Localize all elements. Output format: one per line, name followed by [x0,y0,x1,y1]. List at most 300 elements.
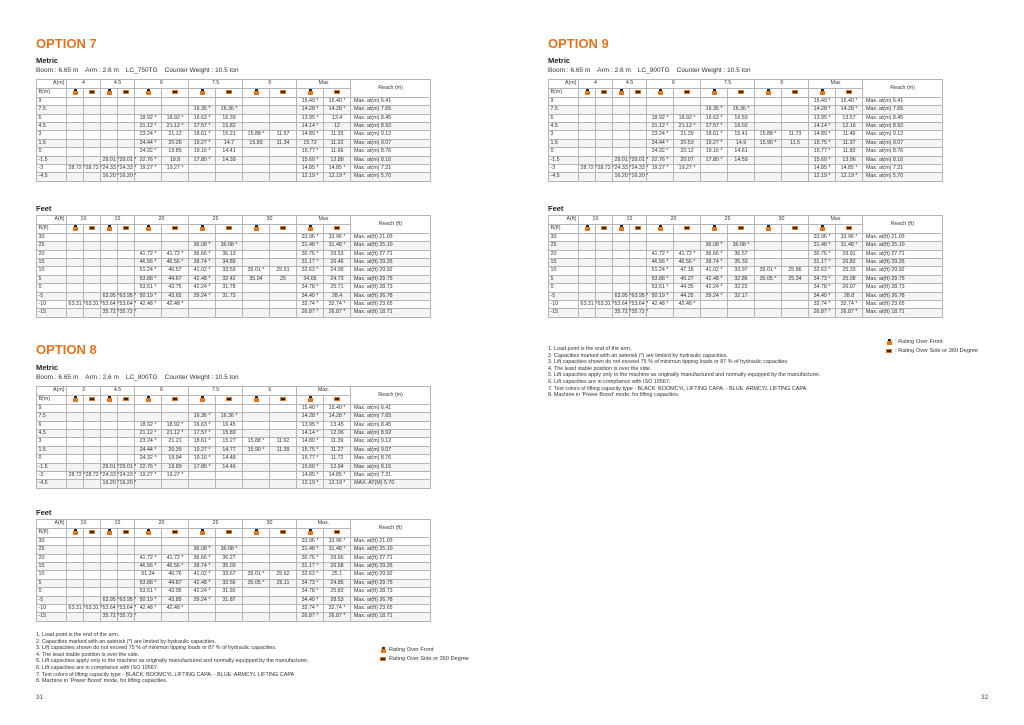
capacity-cell [630,148,647,156]
capacity-cell [630,131,647,139]
reach-cell: Max. at(m) 8.16 [351,463,431,471]
table-row [549,97,943,105]
capacity-cell [243,480,270,488]
capacity-cell [613,259,630,267]
icon-cell [579,225,596,234]
capacity-cell [67,309,84,317]
capacity-cell [118,438,135,446]
capacity-cell: 44.35 [674,284,701,292]
capacity-cell [270,613,297,621]
capacity-cell: 15.77 * [809,148,836,156]
capacity-cell: 53.64 * [631,301,649,308]
icon-cell [118,225,135,234]
capacity-cell [67,173,84,181]
icon-cell [189,89,216,98]
capacity-cell [579,250,596,258]
capacity-cell [118,242,135,250]
capacity-cell: 21.12 * [162,123,189,131]
capacity-cell: 38.74 * [189,563,216,571]
capacity-cell: 43.95 [162,588,189,596]
capacity-cell: 16.36 * [189,106,216,114]
capacity-cell: 42.48 * [162,605,189,613]
capacity-cell [701,301,728,309]
capacity-cell: 14.80 * [809,131,836,139]
capacity-cell [101,421,118,429]
icon-cell [324,529,351,538]
capacity-cell [101,106,118,114]
capacity-cell: 33.96 * [324,537,351,545]
capacity-cell [613,97,630,105]
reach-cell: Max. at(ft) 23.65 [351,605,431,613]
capacity-cell [67,259,84,267]
capacity-cell: 32.56 [216,579,243,587]
reach-cell: Max. at(m) 8.16 [863,156,943,164]
capacity-cell: 28.72 * [85,165,103,172]
capacity-cell [101,267,118,275]
capacity-cell: 35.72 * [102,309,120,316]
capacity-cell [118,148,135,156]
a-axis-label: A(ft) [37,216,67,225]
metric-heading: Metric [36,363,59,372]
capacity-cell: 53.61 * [647,284,674,292]
icon-cell [674,89,701,98]
capacity-cell: 24.32 * [135,455,162,463]
capacity-cell [270,480,297,488]
capacity-cell: 26.87 * [809,309,836,317]
capacity-cell [162,97,189,105]
capacity-cell [596,139,613,147]
spec-item: Boom : 6.65 m [36,374,79,381]
capacity-cell [243,472,270,480]
height-cell: 6 [37,114,67,122]
capacity-cell: 30.76 * [297,554,324,562]
capacity-cell [84,275,101,283]
capacity-cell [118,455,135,463]
capacity-cell: 28.53 [324,596,351,604]
capacity-cell [755,114,782,122]
rating-over-front-icon [253,529,259,535]
capacity-cell [118,421,135,429]
capacity-cell: 29.01 * [614,156,632,163]
capacity-cell [270,537,297,545]
capacity-cell [84,292,101,300]
table-row [549,292,943,300]
capacity-cell: 14.48 [216,455,243,463]
footnote: 8. Machine in 'Power Boost' mode, for lifting capacities. [36,678,168,685]
table-row [37,250,431,258]
capacity-cell [84,563,101,571]
capacity-cell: 33.96 * [324,233,351,241]
column-header: Max. [297,387,351,396]
capacity-cell: 30.76 * [809,250,836,258]
spec-item: Boom : 6.65 m [36,67,79,74]
capacity-cell: 32.17 [728,292,755,300]
column-header: 4.5 [101,80,135,89]
capacity-cell [84,455,101,463]
table-row [37,463,431,471]
capacity-cell [782,173,809,181]
capacity-cell [579,292,596,300]
capacity-cell [243,114,270,122]
capacity-cell [243,537,270,545]
capacity-cell [135,480,162,488]
capacity-cell: 18.92 * [162,421,189,429]
capacity-cell [270,421,297,429]
footnote: 2. Capacities marked with an asterisk (*) are limited by hydraulic capacities. [548,352,729,359]
capacity-cell: 13.95 * [297,421,324,429]
rating-over-front-icon [145,89,151,95]
capacity-cell: 16.02 [728,123,755,131]
capacity-cell: 16.39 [216,114,243,122]
option-7-title: OPTION 7 [36,36,97,51]
legend-side: Rating Over Side or 360 Degree [380,655,469,664]
capacity-cell [67,446,84,454]
capacity-cell [243,259,270,267]
height-cell: 0 [37,284,67,292]
capacity-cell: 29.01 * [119,156,137,163]
capacity-cell: 46.56 * [162,563,189,571]
capacity-cell: 36.66 * [189,554,216,562]
reach-header: Reach (m) [351,80,431,98]
capacity-cell [118,106,135,114]
footnotes [36,632,376,685]
capacity-cell [67,139,84,147]
capacity-cell: 15.77 * [297,148,324,156]
capacity-cell [270,472,297,480]
icon-cell [728,225,755,234]
rating-over-front-icon [657,225,663,231]
capacity-cell: 46.57 [162,267,189,275]
capacity-cell: 63.95 * [102,596,120,603]
capacity-cell [630,106,647,114]
rating-over-front-icon [106,529,112,535]
capacity-cell: 31.48 * [297,546,324,554]
table-row [37,97,431,105]
icon-cell [809,225,836,234]
capacity-cell [118,571,135,579]
capacity-cell: 15.40 * [836,97,863,105]
icon-cell [243,529,270,538]
capacity-cell: 35.04 [243,275,270,283]
capacity-cell [84,173,101,181]
capacity-cell [243,173,270,181]
capacity-cell: 63.95 * [614,292,632,299]
capacity-cell: 45.27 [674,275,701,283]
capacity-cell: 36.27 [216,554,243,562]
capacity-cell [162,106,189,114]
reach-cell: Max. at(ft) 27.71 [863,250,943,258]
legend-side: : Rating Over Side or 360 Degree [886,347,978,356]
reach-cell: Max. at(ft) 29.26 [351,563,431,571]
capacity-cell [118,259,135,267]
capacity-cell [189,537,216,545]
capacity-cell [67,421,84,429]
capacity-cell: 16.20 * [631,173,649,180]
table-row [37,571,431,579]
capacity-cell [243,242,270,250]
capacity-cell [596,309,613,317]
capacity-cell [101,123,118,131]
rating-over-front-icon [145,529,151,535]
capacity-cell: 11.37 [836,139,863,147]
footnote: 4. The least stable position is over the side. [548,365,652,372]
capacity-cell [216,404,243,412]
icon-cell [324,89,351,98]
icon-cell [647,89,674,98]
column-header: 6 [135,80,189,89]
rating-over-side-icon [123,225,129,231]
rating-over-front-icon [584,225,590,231]
capacity-cell: 31.87 [216,596,243,604]
table-row [37,563,431,571]
capacity-cell [118,413,135,421]
capacity-cell: 18.61 * [189,438,216,446]
table-row [37,438,431,446]
height-cell: -5 [37,596,67,604]
capacity-cell [162,309,189,317]
reach-cell: Max. at(ft) 27.71 [351,554,431,562]
capacity-cell: 38.74 * [701,259,728,267]
capacity-cell [162,480,189,488]
table-row [37,480,431,488]
capacity-cell: 50.19 * [135,292,162,300]
table-row [37,472,431,480]
capacity-cell: 15.60 * [297,156,324,164]
column-header: 30 [243,216,297,225]
lift-capacity-table-feet [36,215,431,318]
table-row [549,284,943,292]
rating-over-front-icon [72,89,78,95]
height-cell: 20 [37,250,67,258]
capacity-cell: 24.33 * [102,472,120,479]
icon-cell [84,529,101,538]
capacity-cell: 22.76 * [135,156,162,164]
capacity-cell [84,148,101,156]
capacity-cell: 63.31 * [68,301,86,308]
icon-cell [782,89,809,98]
icon-cell [297,89,324,98]
height-cell: 4.5 [37,123,67,131]
capacity-cell [189,233,216,241]
capacity-cell: 15.40 * [324,404,351,412]
capacity-cell: 46.56 * [135,563,162,571]
capacity-cell [270,588,297,596]
reach-cell: Max. at(ft) 25.10 [863,242,943,250]
capacity-cell [782,148,809,156]
column-header: Max. [297,520,351,529]
rating-over-front-icon [886,339,892,345]
capacity-cell [67,123,84,131]
capacity-cell [135,413,162,421]
capacity-cell [701,309,728,317]
capacity-cell: 15.89 [216,430,243,438]
column-header: 4.5 [101,387,135,396]
capacity-cell: 63.31 * [597,301,615,308]
capacity-cell: 14.41 [216,148,243,156]
icon-cell [67,529,84,538]
capacity-cell: 16.20 * [119,173,137,180]
table-row [37,309,431,317]
capacity-cell: 11.39 [324,438,351,446]
rating-over-side-icon [172,529,178,535]
rating-over-side-icon [226,529,232,535]
rating-over-side-icon [89,89,95,95]
capacity-cell [67,463,84,471]
capacity-cell [674,106,701,114]
capacity-cell: 35.72 * [119,613,137,620]
spec-item: Counter Weight : 10.5 ton [676,67,751,74]
reach-cell: Max. at(ft) 29.75 [863,275,943,283]
capacity-cell [67,233,84,241]
capacity-cell [782,106,809,114]
capacity-cell [101,259,118,267]
capacity-cell [243,546,270,554]
footnote: 8. Machine in 'Power Boost' mode, for lifting capacities. [548,392,680,399]
capacity-cell [67,480,84,488]
footnote: 3. Lift capacities shown do not exceed 75 % of minimun tipping loads or 87 % of hydraulic capacities. [36,645,277,652]
capacity-cell [189,404,216,412]
table-row [37,554,431,562]
lift-capacity-table-metric [548,79,943,182]
legend-front: Rating Over Front [380,646,469,655]
capacity-cell [135,546,162,554]
capacity-cell [67,579,84,587]
height-cell: -1.5 [549,156,579,164]
rating-over-side-icon [89,225,95,231]
capacity-cell [189,165,216,173]
icon-cell [189,529,216,538]
capacity-cell: 29.01 * [102,463,120,470]
capacity-cell: 63.31 * [580,301,598,308]
capacity-cell [135,173,162,181]
rating-over-front-icon [72,529,78,535]
height-cell: 4.5 [549,123,579,131]
capacity-cell: 11.34 [270,139,297,147]
capacity-cell: 34.65 [297,275,324,283]
icon-cell [216,225,243,234]
capacity-cell: 39.24 * [189,596,216,604]
rating-over-side-icon [123,529,129,535]
capacity-cell: 42.48 * [189,579,216,587]
table-row [37,537,431,545]
reach-cell: Max. at(m) 7.65 [863,106,943,114]
capacity-cell [67,413,84,421]
capacity-cell [216,97,243,105]
capacity-cell [579,123,596,131]
capacity-cell [701,97,728,105]
capacity-cell [101,446,118,454]
capacity-cell [216,233,243,241]
capacity-cell [101,430,118,438]
capacity-cell [118,588,135,596]
capacity-cell: 12.19 * [809,173,836,181]
column-header: 9 [243,80,297,89]
capacity-cell [101,284,118,292]
rating-over-front-icon [145,225,151,231]
reach-cell: Max. at(ft) 21.03 [351,537,431,545]
height-cell: 0 [37,148,67,156]
capacity-cell: 41.72 * [647,250,674,258]
capacity-cell [118,563,135,571]
capacity-cell [84,613,101,621]
column-header: 15 [101,520,135,529]
capacity-cell: 25.71 [324,284,351,292]
capacity-cell: 15.75 * [297,446,324,454]
capacity-cell [596,97,613,105]
icon-cell [701,89,728,98]
capacity-cell [243,284,270,292]
capacity-cell: 31.48 * [836,242,863,250]
capacity-cell [101,404,118,412]
table-row [549,309,943,317]
icon-cell [297,396,324,405]
height-cell: -4.5 [37,480,67,488]
rating-over-side-icon [380,656,386,662]
height-cell: 9 [549,97,579,105]
capacity-cell [579,139,596,147]
capacity-cell: 24.32 * [647,148,674,156]
capacity-cell: 24.44 * [135,139,162,147]
capacity-cell: 19.27 * [162,472,189,480]
rating-over-side-icon [635,89,641,95]
capacity-cell: 13.95 * [809,114,836,122]
capacity-cell: 12 [324,123,351,131]
capacity-cell: 63.95 * [119,292,137,299]
capacity-cell [162,404,189,412]
capacity-cell: 12.19 * [297,173,324,181]
capacity-cell: 18.92 * [674,114,701,122]
spec-item: Counter Weight : 10.5 ton [164,374,239,381]
capacity-cell: 17.57 * [189,123,216,131]
capacity-cell: 53.88 * [135,579,162,587]
reach-cell: Max. at(m) 8.76 [863,148,943,156]
rating-over-side-icon [172,89,178,95]
capacity-cell [270,554,297,562]
capacity-cell [135,106,162,114]
capacity-cell [84,139,101,147]
capacity-cell: 63.31 * [68,605,86,612]
capacity-cell: 14.28 * [297,413,324,421]
reach-cell: Max. at(ft) 26.78 [863,292,943,300]
height-cell: 0 [37,588,67,596]
capacity-cell [84,571,101,579]
capacity-cell [243,430,270,438]
capacity-cell: 36.08 * [216,546,243,554]
feet-heading: Feet [36,204,52,213]
b-axis-label: B(ft) [549,225,579,234]
capacity-cell [270,173,297,181]
icon-cell [162,225,189,234]
capacity-cell: 42.48 * [189,275,216,283]
capacity-cell [270,250,297,258]
capacity-cell: 14.28 * [324,413,351,421]
icon-cell [674,225,701,234]
rating-over-front-icon [307,396,313,402]
capacity-cell: 35.03 [216,563,243,571]
height-cell: -15 [37,309,67,317]
capacity-cell [118,267,135,275]
capacity-cell: 31.48 * [809,242,836,250]
capacity-cell [596,284,613,292]
capacity-cell: 15.88 * [755,131,782,139]
capacity-cell: 44.67 [162,275,189,283]
reach-cell: MAX. AT(M) 5.70 [351,480,431,488]
capacity-cell: 42.24 * [701,284,728,292]
table-row [549,301,943,309]
capacity-cell [84,309,101,317]
table-row [37,588,431,596]
capacity-cell [755,309,782,317]
